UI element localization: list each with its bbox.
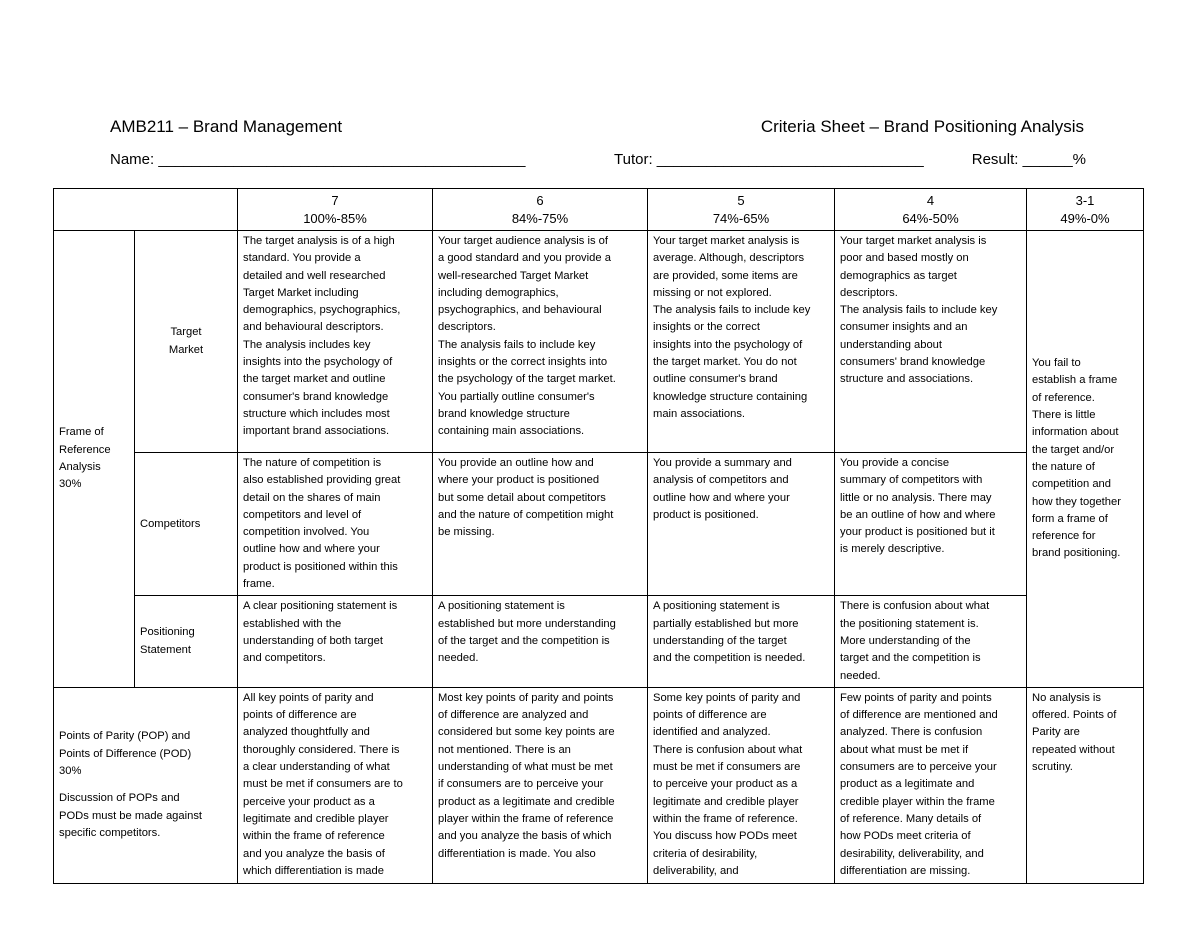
- criterion-competitors: Competitors: [135, 453, 238, 596]
- grade-range: 64%-50%: [902, 211, 959, 226]
- cell-grade-5: A positioning statement is partially established but more understanding of the target and the competition is needed.: [648, 596, 835, 687]
- cell-grade-5: You provide a summary and analysis of competitors and outline how and where your product is positioned.: [648, 453, 835, 596]
- cell-grade-7: All key points of parity and points of difference are analyzed thoughtfully and thoroughly considered. There is a clear understanding of what must be met if consumers are to perceive your product as a legitimate and credible player within the frame of reference and you analyze the basis of which differentiation is made: [238, 687, 433, 883]
- grade-header-row: [54, 189, 1144, 231]
- pop-pod-note: Discussion of POPs and PODs must be made against specific competitors.: [59, 792, 203, 839]
- sheet-title: Criteria Sheet – Brand Positioning Analysis: [760, 117, 1084, 136]
- frame-of-reference-label: Frame of Reference Analysis 30%: [54, 231, 135, 688]
- grade-value: 3-1: [1075, 193, 1095, 208]
- cell-grade-5: Your target market analysis is average. Although, descriptors are provided, some items are missing or not explored. The analysis fails to include key insights or the correct insights into the psychology of the target market. You do not outline consumer's brand knowledge structure containing main associations.: [648, 231, 835, 453]
- grade-7-header: [238, 189, 433, 231]
- grade-3-1-header: [1027, 189, 1144, 231]
- grade-range: 100%-85%: [303, 211, 367, 226]
- cell-grade-6: A positioning statement is established but more understanding of the target and the competition is needed.: [433, 596, 648, 687]
- name-field: Name: ____________________________________________: [110, 151, 526, 168]
- cell-grade-6: You provide an outline how and where your product is positioned but some detail about competitors and the nature of competition might be missing.: [433, 453, 648, 596]
- grade-value: 7: [331, 193, 339, 208]
- cell-grade-7: The target analysis is of a high standard. You provide a detailed and well researched Target Market including demographics, psychographics, and behavioural descriptors. The analysis includes key insights into the psychology of the target market and outline consumer's brand knowledge structure which includes most important brand associations.: [238, 231, 433, 453]
- pop-pod-label: Points of Parity (POP) and Points of Difference (POD) 30% Discussion of POPs and PODs must be made against specific competitors.: [54, 687, 238, 883]
- course-title: AMB211 – Brand Management: [110, 117, 343, 136]
- grade-range: 74%-65%: [712, 211, 770, 226]
- cell-grade-4: You provide a concise summary of competitors with little or no analysis. There may be an outline of how and where your product is positioned but it is merely descriptive.: [835, 453, 1027, 596]
- cell-grade-5: Some key points of parity and points of difference are identified and analyzed. There is confusion about what must be met if consumers are to perceive your product as a legitimate and credible player within the frame of reference. You discuss how PODs meet criteria of desirability, deliverability, and: [648, 687, 835, 883]
- grade-6-header: [433, 189, 648, 231]
- positioning-statement-row: [54, 596, 1144, 687]
- cell-grade-7: A clear positioning statement is established with the understanding of both target and competitors.: [238, 596, 433, 687]
- grade-5-header: [648, 189, 835, 231]
- cell-grade-7: The nature of competition is also established providing great detail on the shares of main competitors and level of competition involved. You outline how and where your product is positioned within this frame.: [238, 453, 433, 596]
- grade-value: 6: [536, 193, 544, 208]
- cell-grade-6: Most key points of parity and points of difference are analyzed and considered but some key points are not mentioned. There is an understanding of what must be met if consumers are to perceive your product as a legitimate and credible player within the frame of reference and you analyze the basis of which differentiation is made. You also: [433, 687, 648, 883]
- target-market-row: [54, 231, 1144, 453]
- cell-grade-4: Few points of parity and points of difference are mentioned and analyzed. There is confusion about what must be met if consumers are to perceive your product as a legitimate and credible player within the frame of reference. Many details of how PODs meet criteria of desirability, deliverability, and differentiation are missing.: [835, 687, 1027, 883]
- criterion-positioning-statement: Positioning Statement: [135, 596, 238, 687]
- criteria-table: [53, 188, 1144, 884]
- grade-4-header: [835, 189, 1027, 231]
- cell-grade-4: There is confusion about what the positioning statement is. More understanding of the target and the competition is needed.: [835, 596, 1027, 687]
- competitors-row: [54, 453, 1144, 596]
- cell-grade-3-1: No analysis is offered. Points of Parity are repeated without scrutiny.: [1027, 687, 1144, 883]
- frame-of-reference-fail-cell: You fail to establish a frame of reference. There is little information about the target and/or the nature of competition and how they together form a frame of reference for brand positioning.: [1027, 231, 1144, 688]
- cell-grade-4: Your target market analysis is poor and based mostly on demographics as target descriptors. The analysis fails to include key consumer insights and an understanding about consumers' brand knowledge structure and associations.: [835, 231, 1027, 453]
- header-corner: [54, 189, 238, 231]
- result-field: Result: ______%: [971, 151, 1086, 168]
- grade-range: 84%-75%: [511, 211, 569, 226]
- criterion-target-market: Target Market: [135, 231, 238, 453]
- pop-pod-row: [54, 687, 1144, 883]
- tutor-field: Tutor: ________________________________: [614, 151, 924, 168]
- cell-grade-6: Your target audience analysis is of a good standard and you provide a well-researched Target Market including demographics, psychographics, and behavioural descriptors. The analysis fails to include key insights or the correct insights into the psychology of the target market. You partially outline consumer's brand knowledge structure containing main associations.: [433, 231, 648, 453]
- grade-value: 4: [926, 193, 935, 208]
- grade-value: 5: [737, 193, 745, 208]
- grade-range: 49%-0%: [1060, 211, 1110, 226]
